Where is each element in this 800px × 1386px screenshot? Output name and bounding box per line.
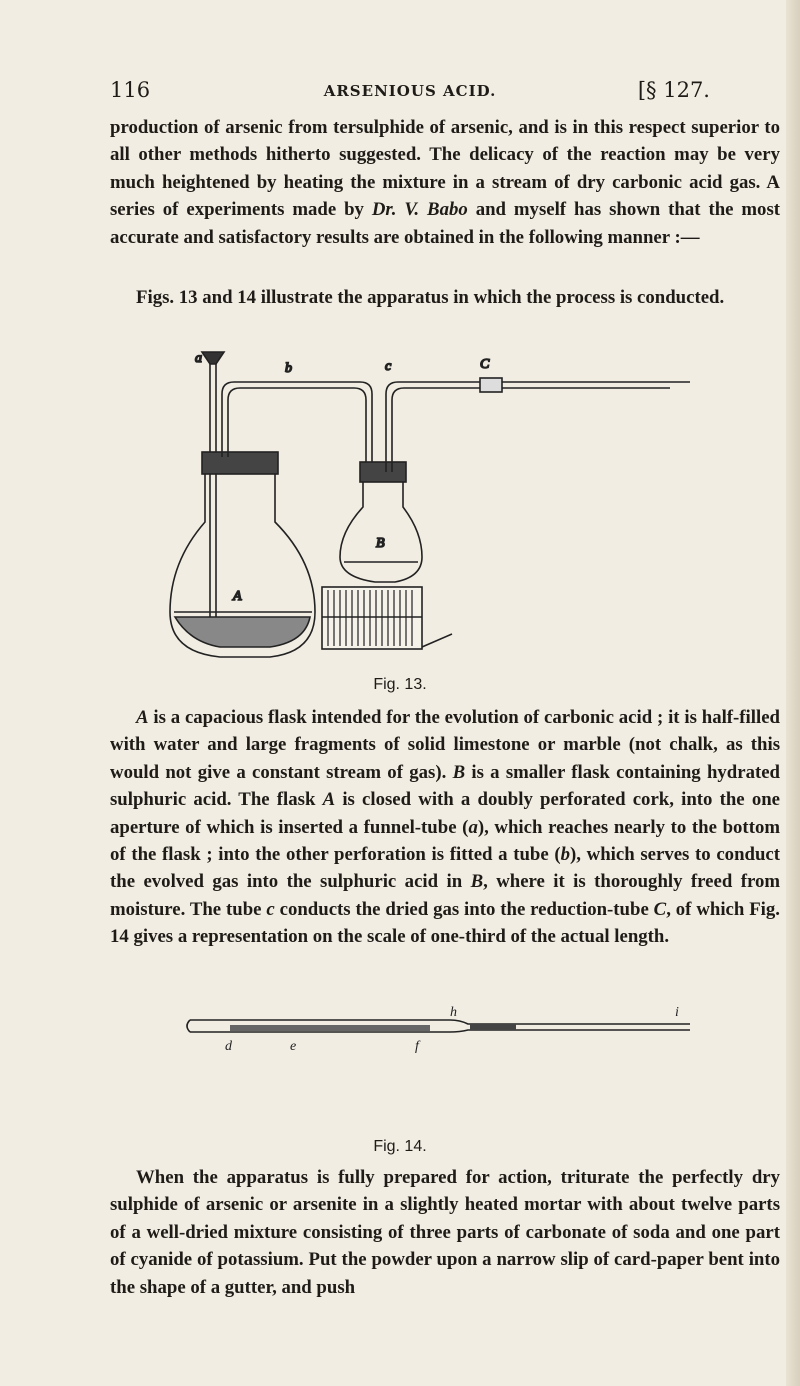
ref-a: a [468, 816, 478, 838]
desc-text-5: ), which serves to conduct the evolved gas into the sulphuric acid in [110, 844, 781, 893]
figure-14-illustration [150, 990, 700, 1080]
figure-13-caption: Fig. 13. [373, 676, 427, 693]
paragraph-intro-end: and myself has shown that the most accurate and satisfactory results are obtained in the following manner :— [110, 199, 781, 248]
label-b: b [285, 361, 292, 376]
paragraph-description [110, 704, 780, 951]
ref-B-2: B [470, 871, 484, 893]
figure-13-apparatus [150, 342, 700, 672]
label-A: A [233, 589, 242, 604]
page-header [110, 78, 710, 106]
figure-14-caption: Fig. 14. [373, 1138, 427, 1155]
label-B: B [376, 536, 385, 551]
paragraph-procedure: When the apparatus is fully prepared for action, triturate the perfectly dry sulphide of arsenic or arsenite in a slightly heated mortar with about twelve parts of a well-dried mixture consisting of three parts of carbonate of soda and one part of cyanide of potassium. Put the powder upon a narrow slip of card-paper bent into the shape of a gutter, and push [110, 1167, 780, 1298]
section-marker: [§ 127. [637, 78, 710, 102]
desc-text-4: ), which reaches nearly to the bottom of the flask ; into the other perforation is fitted a tube ( [110, 816, 780, 866]
ref-B: B [452, 761, 466, 783]
ref-c: c [266, 898, 275, 920]
page-number: 116 [110, 78, 151, 102]
ref-A-2: A [322, 789, 336, 811]
ref-A: A [136, 707, 149, 728]
label-c: c [385, 359, 392, 374]
fig14-label-h: h [450, 1005, 457, 1020]
desc-text-8: , of which Fig. 14 gives a representation on the scale of one-third of the actual length. [110, 898, 780, 948]
fig14-label-f: f [415, 1039, 419, 1054]
fig14-label-i: i [675, 1005, 679, 1020]
desc-text-1: is a capacious flask intended for the evolution of carbonic acid ; it is half-filled with water and large fragments of solid limestone or marble (not chalk, as this would not give a constant stream of gas). [110, 707, 780, 783]
fig14-label-e: e [290, 1039, 297, 1054]
ref-b: b [560, 844, 571, 866]
paragraph-figures: Figs. 13 and 14 illustrate the apparatus in which the process is conducted. [136, 287, 725, 308]
desc-text-6: , where it is thoroughly freed from moisture. The tube [110, 871, 780, 920]
running-title: ARSENIOUS ACID. [323, 82, 497, 100]
ref-C: C [653, 898, 667, 920]
desc-text-2: is a smaller flask containing hydrated sulphuric acid. The flask [110, 761, 780, 811]
label-C: C [480, 357, 490, 372]
fig14-label-d: d [225, 1039, 232, 1054]
paragraph-intro-text: production of arsenic from tersulphide of arsenic, and is in this respect superior to all other methods hitherto suggested. The delicacy of the reaction may be very much heightened by heating the mixture in a stream of dry carbonic acid gas. A series of experiments made by [110, 117, 780, 221]
figure-14-reduction-tube [150, 990, 700, 1080]
label-a: a [195, 351, 202, 366]
author-name: Dr. V. Babo [371, 199, 468, 221]
desc-text-3: is closed with a doubly perforated cork, into the one aperture of which is inserted a funnel-tube ( [110, 789, 780, 838]
figure-13-illustration [150, 342, 700, 672]
desc-text-7: conducts the dried gas into the reduction-tube [274, 898, 654, 920]
paragraph-intro [110, 114, 780, 251]
